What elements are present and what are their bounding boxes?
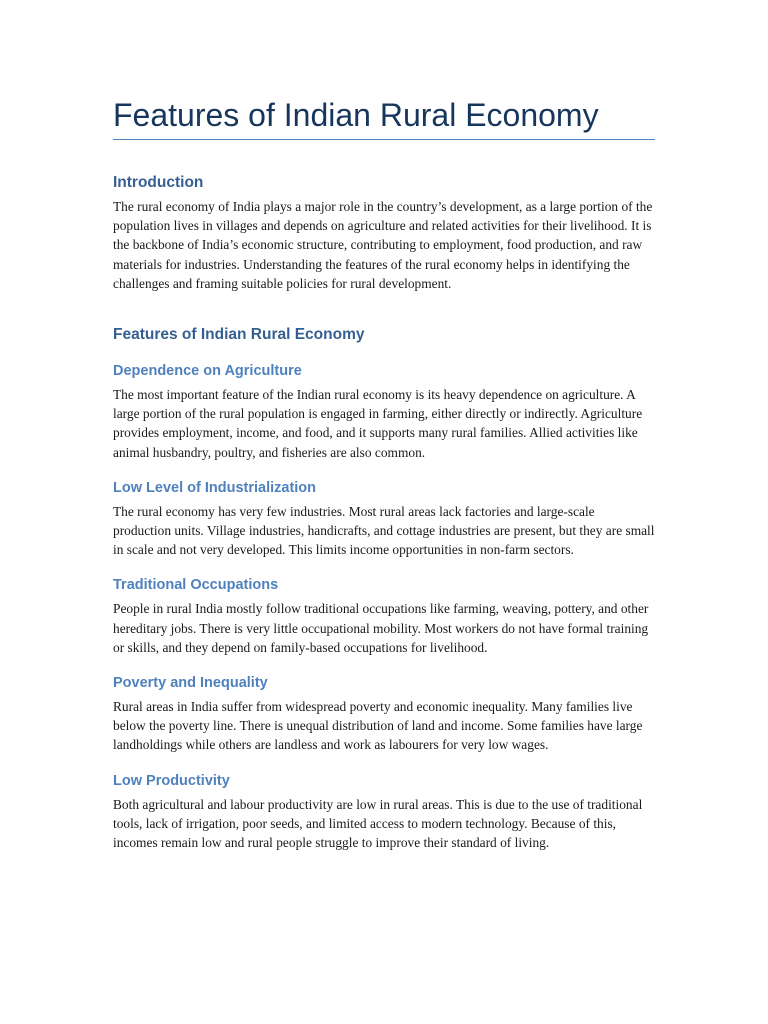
section-paragraph: The most important feature of the Indian rural economy is its heavy dependence on agriculture. A large portion of the rural population is engaged in farming, either directly or indirectly. Agriculture provides employment, income, and food, and it supports many rural families. Allied activities like animal husbandry, poultry, and fisheries are also common.: [113, 387, 643, 460]
section-traditional-occupations: [113, 575, 655, 657]
section-heading: Traditional Occupations: [113, 577, 279, 594]
features-heading: Features of Indian Rural Economy: [113, 326, 365, 344]
section-low-level-of-industrialization: [113, 478, 655, 560]
section-paragraph: People in rural India mostly follow traditional occupations like farming, weaving, pottery, and other hereditary jobs. There is very little occupational mobility. Most workers do not have formal training or skills, and they depend on family-based occupations for livelihood.: [113, 601, 649, 655]
section-paragraph: Rural areas in India suffer from widespread poverty and economic inequality. Many families live below the poverty line. There is unequal distribution of land and income. Some families have large landholdings while others are landless and work as labourers for very low wages.: [113, 699, 643, 753]
section-poverty-and-inequality: [113, 673, 655, 755]
document-title: Features of Indian Rural Economy: [113, 96, 655, 140]
introduction-paragraph: The rural economy of India plays a major role in the country’s development, as a large portion of the population lives in villages and depends on agriculture and related activities for their livelihood. It is the backbone of India’s economic structure, contributing to employment, food production, and raw materials for industries. Understanding the features of the rural economy helps in identifying the challenges and framing suitable policies for rural development.: [113, 199, 653, 291]
document-page: [113, 0, 655, 852]
section-heading: Dependence on Agriculture: [113, 363, 302, 380]
section-heading: Low Productivity: [113, 772, 230, 789]
section-paragraph: Both agricultural and labour productivity are low in rural areas. This is due to the use of traditional tools, lack of irrigation, poor seeds, and limited access to modern technology. Because of this, incomes remain low and rural people struggle to improve their standard of living.: [113, 796, 643, 851]
section-heading: Low Level of Industrialization: [113, 479, 317, 496]
section-low-productivity: [113, 771, 655, 853]
section-paragraph: The rural economy has very few industries. Most rural areas lack factories and large-scale production units. Village industries, handicrafts, and cottage industries are present, but they are small in scale and not very developed. This limits income opportunities in non-farm sectors.: [113, 503, 655, 558]
section-heading: Poverty and Inequality: [113, 675, 268, 692]
introduction-heading: Introduction: [113, 174, 204, 191]
section-dependence-on-agriculture: [113, 361, 655, 462]
